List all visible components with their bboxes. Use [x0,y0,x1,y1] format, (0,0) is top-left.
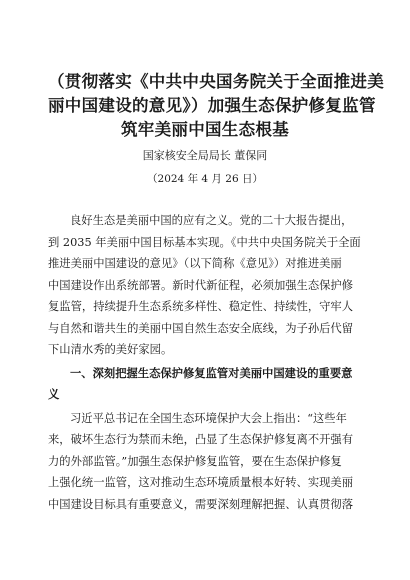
paragraph-line: 复监管，持续提升生态系统多样性、稳定性、持续性，守牢人 [48,300,354,313]
title-line-3: 筑牢美丽中国生态根基 [121,120,289,139]
paragraph-line: 良好生态是美丽中国的应有之义。党的二十大报告提出， [70,214,353,227]
paragraph-line: 到 2035 年美丽中国目标基本实现。《中共中央国务院关于全面 [48,235,361,249]
paragraph-line: 力的外部监管。”加强生态保护修复监管，要在生态保护修复 [48,454,342,468]
paragraph-line: 来，破坏生态行为禁而未绝，凸显了生态保护修复离不开强有 [48,433,354,446]
section-1-heading [48,363,362,406]
paragraph-line: 中国建设目标具有重要意义，需要深刻理解把握、认真贯彻落 [48,497,354,511]
heading-line: 一、深刻把握生态保护修复监管对美丽中国建设的重要意 [70,366,353,380]
paragraph-line: 习近平总书记在全国生态环境保护大会上指出：“这些年 [70,411,347,425]
title-line-2: 丽中国建设的意见》）加强生态保护修复监管 [48,96,376,115]
document-body [48,210,362,515]
paragraph-line: 推进美丽中国建设的意见》（以下简称《意见》）对推进美丽 [48,257,342,270]
paragraph-line: 中国建设作出系统部署。新时代新征程，必须加强生态保护修 [48,278,354,292]
paragraph-line: 上强化统一监管，这对推动生态环境质量根本好转、实现美丽 [48,476,354,489]
section-1-paragraph [48,408,362,516]
paragraph-line: 下山清水秀的美好家园。 [48,343,173,356]
heading-line: 义 [48,388,60,401]
title-line-1: （贯彻落实《中共中央国务院关于全面推进美 [48,72,384,91]
intro-paragraph [48,210,362,361]
author-line: 国家核安全局局长 董保同 [142,149,268,162]
document-title [48,70,384,142]
date-line: （2024 年 4 月 26 日） [147,173,263,185]
paragraph-line: 与自然和谐共生的美丽中国自然生态安全底线，为子孙后代留 [48,321,354,335]
